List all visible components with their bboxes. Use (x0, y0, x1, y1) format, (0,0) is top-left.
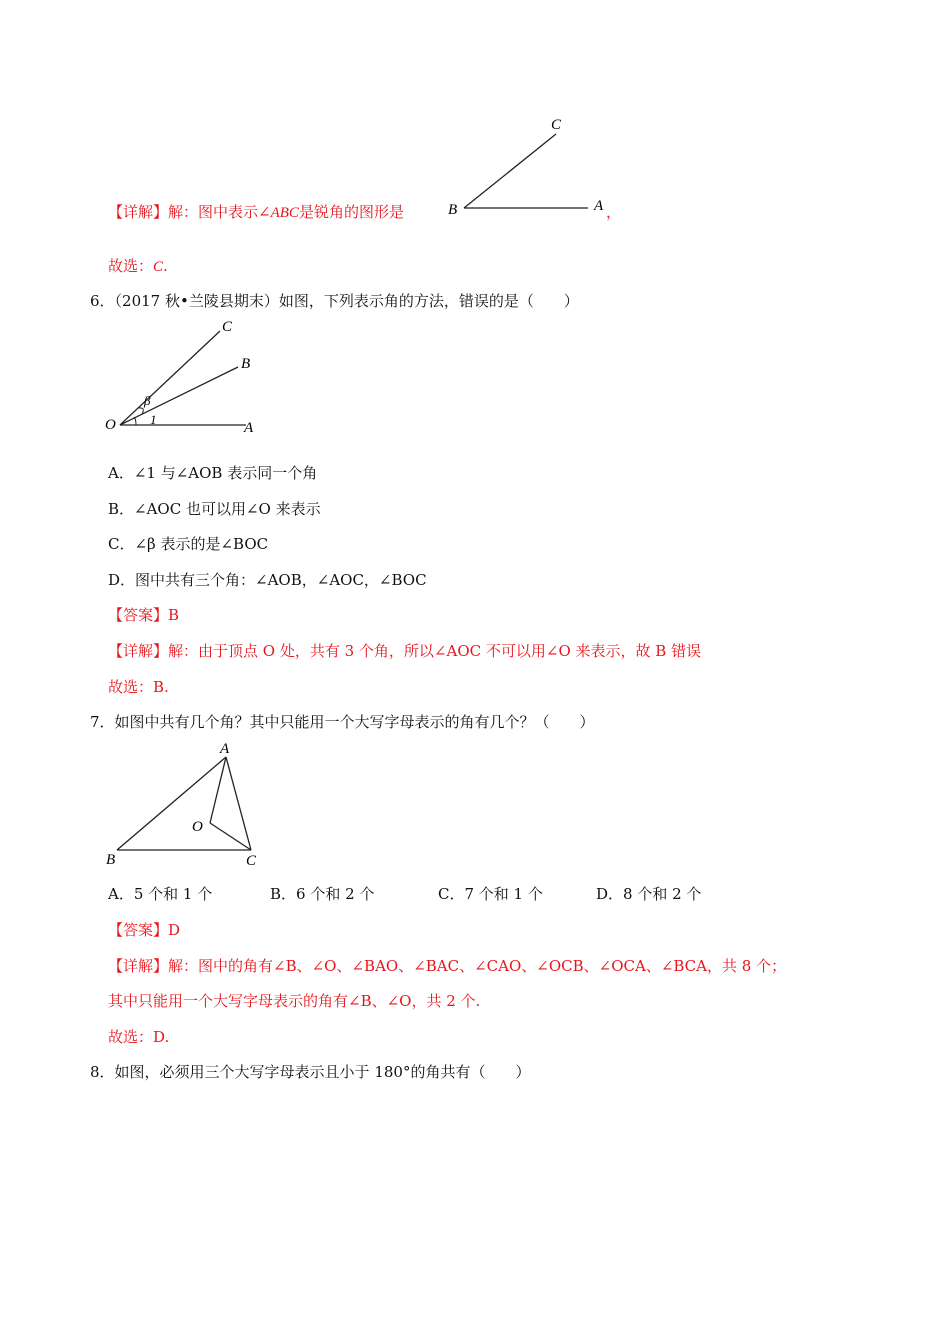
q6-detail-tag: 【详解】 (108, 642, 169, 660)
q6-arc-one (134, 417, 136, 425)
q7-answer-value: D (168, 921, 181, 939)
q5-label-b: B (448, 202, 458, 218)
q7-option-b: B．6 个和 2 个 (270, 885, 375, 903)
q6-stem: 6．（2017 秋•兰陵县期末）如图，下列表示角的方法，错误的是（ ） (90, 292, 579, 310)
q5-detail-angle: ABC (270, 205, 299, 221)
q7-detail-line-2: 其中只能用一个大写字母表示的角有∠B、∠O，共 2 个. (108, 992, 481, 1010)
q6-detail-text: 解：由于顶点 O 处，共有 3 个角，所以∠AOC 不可以用∠O 来表示，故 B 错误 (168, 642, 702, 660)
q7-label-o: O (192, 819, 203, 835)
q5-label-c: C (551, 117, 562, 133)
q6-label-one: 1 (150, 412, 157, 427)
q5-ray-bc (464, 134, 556, 208)
q5-detail-line (108, 201, 404, 222)
q6-option-b: B．∠AOC 也可以用∠O 来表示 (108, 500, 321, 518)
q7-label-b: B (106, 852, 116, 868)
q7-detail-tag: 【详解】 (108, 957, 169, 975)
q6-arc-beta (138, 408, 143, 414)
q5-detail-text-2: 是锐角的图形是 (298, 203, 404, 221)
q6-label-c: C (222, 319, 233, 335)
q6-pick: 故选：B. (108, 678, 169, 696)
q6-detail-line (108, 640, 701, 661)
q6-label-b: B (241, 356, 251, 372)
q6-option-c: C．∠β 表示的是∠BOC (108, 535, 269, 553)
q5-detail-text-1: 解：图中表示∠ (168, 203, 271, 221)
q7-segment-ao (210, 757, 226, 823)
q5-pick-prefix: 故选： (108, 257, 154, 275)
q7-side-ab (117, 757, 226, 850)
q7-answer-tag: 【答案】 (108, 921, 169, 939)
q6-answer-line (108, 604, 179, 625)
q7-triangle-figure (100, 735, 270, 870)
q6-answer-value: B (168, 606, 180, 624)
q7-pick: 故选：D. (108, 1028, 170, 1046)
q6-option-d: D．图中共有三个角：∠AOB，∠AOC，∠BOC (108, 571, 427, 589)
q7-stem: 7．如图中共有几个角？其中只能用一个大写字母表示的角有几个？（ ） (90, 713, 595, 731)
q6-ray-oc (120, 331, 220, 425)
q5-detail-tag: 【详解】 (108, 203, 169, 221)
q5-detail-comma: ， (606, 203, 622, 221)
q6-angle-figure (100, 315, 270, 440)
q5-pick-letter: C (153, 259, 164, 275)
q6-label-a: A (244, 420, 254, 436)
q7-option-a: A．5 个和 1 个 (108, 885, 213, 903)
q6-answer-tag: 【答案】 (108, 606, 169, 624)
q7-detail-line-1 (108, 955, 786, 976)
q6-label-beta: β (144, 393, 151, 408)
q6-option-a: A．∠1 与∠AOB 表示同一个角 (108, 464, 318, 482)
q5-pick-dot: . (163, 257, 168, 275)
q7-label-a: A (220, 741, 230, 757)
q5-angle-figure (440, 110, 620, 222)
q7-detail-text-1: 解：图中的角有∠B、∠O、∠BAO、∠BAC、∠CAO、∠OCB、∠OCA、∠BCA，共 8 个； (168, 957, 787, 975)
q7-label-c: C (246, 853, 257, 869)
q5-pick (108, 255, 168, 276)
q7-answer-line (108, 919, 180, 940)
q8-stem: 8．如图，必须用三个大写字母表示且小于 180°的角共有（ ） (90, 1063, 531, 1081)
q6-label-o: O (105, 417, 116, 433)
q7-option-d: D．8 个和 2 个 (596, 885, 702, 903)
q6-ray-ob (120, 367, 238, 425)
q5-label-a: A (594, 198, 604, 214)
q7-option-c: C．7 个和 1 个 (438, 885, 543, 903)
